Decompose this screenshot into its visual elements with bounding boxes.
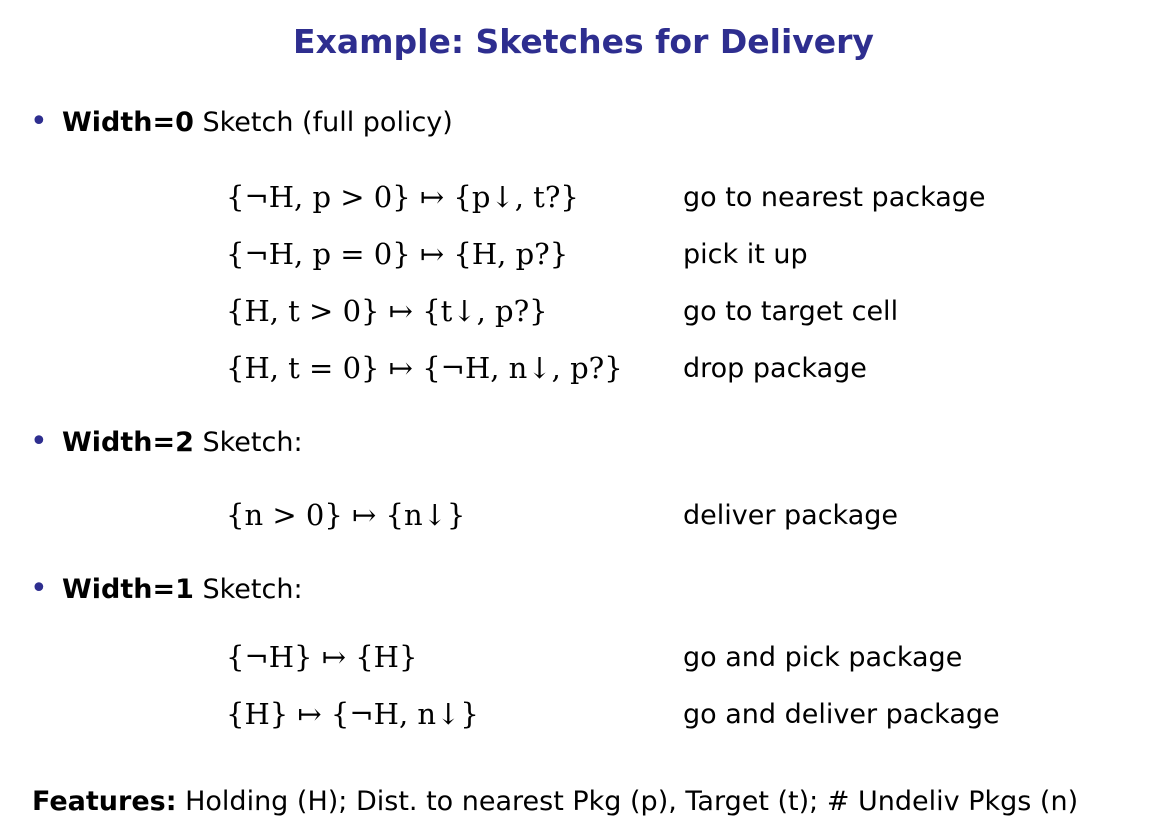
section-width0 — [30, 104, 453, 139]
rule-formula: {H, t = 0} ↦ {¬H, n↓, p?} — [226, 351, 623, 385]
rule-description: go and deliver package — [683, 699, 1000, 730]
rule-description: go to nearest package — [683, 182, 986, 213]
features-footer — [32, 786, 1078, 817]
section-label: Sketch (full policy) — [202, 107, 453, 138]
bullet-icon: • — [30, 104, 48, 139]
rule-description: pick it up — [683, 239, 808, 270]
section-heading: Width=0 — [62, 107, 194, 138]
rule-description: drop package — [683, 353, 867, 384]
rule-description: go to target cell — [683, 296, 899, 327]
footer-text: Holding (H); Dist. to nearest Pkg (p), Target (t); # Undeliv Pkgs (n) — [185, 786, 1079, 817]
footer-label: Features: — [32, 786, 177, 817]
rule-formula: {¬H, p = 0} ↦ {H, p?} — [226, 237, 569, 271]
page-title: Example: Sketches for Delivery — [293, 22, 874, 61]
rule-description: go and pick package — [683, 642, 963, 673]
rule-description: deliver package — [683, 500, 899, 531]
section-width2 — [30, 424, 303, 459]
bullet-icon: • — [30, 571, 48, 606]
section-label: Sketch: — [202, 427, 303, 458]
rule-formula: {n > 0} ↦ {n↓} — [226, 498, 466, 532]
rule-formula: {H} ↦ {¬H, n↓} — [226, 697, 479, 731]
section-heading: Width=1 — [62, 574, 194, 605]
rule-formula: {¬H} ↦ {H} — [226, 640, 418, 674]
section-label: Sketch: — [202, 574, 303, 605]
section-width1 — [30, 571, 303, 606]
bullet-icon: • — [30, 424, 48, 459]
section-heading: Width=2 — [62, 427, 194, 458]
rule-formula: {¬H, p > 0} ↦ {p↓, t?} — [226, 180, 579, 214]
rule-formula: {H, t > 0} ↦ {t↓, p?} — [226, 294, 548, 328]
